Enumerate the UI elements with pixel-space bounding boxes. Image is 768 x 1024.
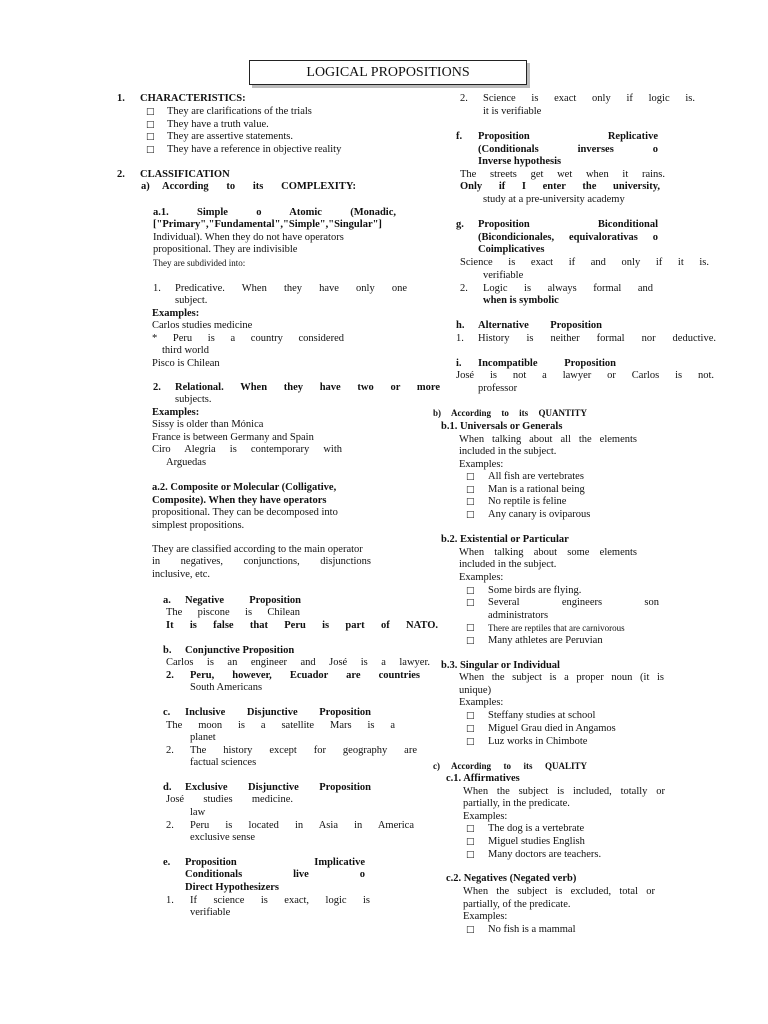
- list-number: 2.: [166, 745, 174, 756]
- implicative-heading: Conditionals live o: [185, 869, 365, 880]
- example-line: Ciro Alegria is contemporary with: [152, 444, 342, 455]
- example-line: The history except for geography are: [190, 745, 417, 756]
- bullet-icon: □: [466, 824, 475, 834]
- paragraph-line: propositional. They are indivisible: [153, 244, 298, 255]
- paragraph-line: partially, of the predicate.: [463, 899, 571, 910]
- item-label: b.: [163, 645, 172, 656]
- replicative-heading: (Conditionals inverses o: [478, 144, 658, 155]
- item-label: g.: [456, 219, 464, 230]
- bullet-icon: □: [146, 145, 155, 155]
- subsection-label: b): [433, 408, 442, 418]
- paragraph-line: When talking about some elements: [459, 547, 637, 558]
- bullet-icon: □: [466, 711, 475, 721]
- example-line: it is verifiable: [483, 106, 542, 117]
- examples-heading: Examples:: [463, 911, 508, 922]
- list-number: 1.: [456, 333, 464, 344]
- page-title: LOGICAL PROPOSITIONS: [249, 60, 527, 85]
- quantity-heading: According to its QUANTITY: [451, 408, 587, 418]
- inclusive-heading: Inclusive Disjunctive Proposition: [185, 707, 371, 718]
- list-number: 1.: [153, 283, 161, 294]
- section-number: 1.: [117, 93, 125, 104]
- paragraph-line: inclusive, etc.: [152, 569, 211, 580]
- example-line: Arguedas: [166, 457, 207, 468]
- example-line: Sissy is older than Mónica: [152, 419, 264, 430]
- example-line: when is symbolic: [483, 295, 559, 306]
- bullet-icon: □: [466, 586, 475, 596]
- paragraph-line: included in the subject.: [459, 446, 557, 457]
- complexity-heading: According to its COMPLEXITY:: [162, 181, 356, 192]
- list-item: Several engineers son: [488, 597, 659, 608]
- paragraph-line: partially, in the predicate.: [463, 798, 570, 809]
- example-line: Science is exact only if logic is.: [483, 93, 695, 104]
- example-line: France is between Germany and Spain: [152, 432, 314, 443]
- list-item: No reptile is feline: [488, 496, 567, 507]
- biconditional-heading: Coimplicatives: [478, 244, 545, 255]
- examples-heading: Examples:: [459, 697, 504, 708]
- item-label: c.: [163, 707, 171, 718]
- example-line: Peru is located in Asia in America: [190, 820, 414, 831]
- item-label: i.: [456, 358, 462, 369]
- existential-heading: b.2. Existential or Particular: [441, 534, 569, 545]
- paragraph-line: included in the subject.: [459, 559, 557, 570]
- bullet-icon: □: [466, 598, 475, 608]
- list-number: 2.: [460, 93, 468, 104]
- bullet-icon: □: [146, 132, 155, 142]
- item-label: h.: [456, 320, 465, 331]
- atomic-heading: a.1. Simple o Atomic (Monadic,: [153, 207, 396, 218]
- example-line: verifiable: [483, 270, 524, 281]
- list-item: They have a reference in objective reality: [167, 144, 342, 155]
- example-line: law: [190, 807, 206, 818]
- paragraph-line: simplest propositions.: [152, 520, 245, 531]
- example-line: study at a pre-university academy: [483, 194, 625, 205]
- example-line: History is neither formal nor deductive.: [478, 333, 716, 344]
- example-line: The piscone is Chilean: [166, 607, 300, 618]
- negatives-heading: c.2. Negatives (Negated verb): [446, 873, 577, 884]
- list-item: All fish are vertebrates: [488, 471, 584, 482]
- example-line: It is false that Peru is part of NATO.: [166, 620, 438, 631]
- example-line: Pisco is Chilean: [152, 358, 220, 369]
- example-line: third world: [162, 345, 209, 356]
- list-item: administrators: [488, 610, 549, 621]
- biconditional-heading: (Bicondicionales, equivalorativas o: [478, 232, 658, 243]
- incompatible-heading: Incompatible Proposition: [478, 358, 616, 369]
- list-item: Many athletes are Peruvian: [488, 635, 603, 646]
- affirmatives-heading: c.1. Affirmatives: [446, 773, 520, 784]
- implicative-heading: Direct Hypothesizers: [185, 882, 279, 893]
- bullet-icon: □: [146, 120, 155, 130]
- bullet-icon: □: [466, 837, 475, 847]
- bullet-icon: □: [466, 623, 475, 633]
- bullet-icon: □: [466, 510, 475, 520]
- replicative-heading: Inverse hypothesis: [478, 156, 562, 167]
- paragraph-line: subjects.: [175, 394, 212, 405]
- example-line: factual sciences: [190, 757, 257, 768]
- example-line: José is not a lawyer or Carlos is not.: [456, 370, 714, 381]
- list-item: Man is a rational being: [488, 484, 585, 495]
- biconditional-heading: Proposition Biconditional: [478, 219, 658, 230]
- list-item: Miguel studies English: [488, 836, 585, 847]
- item-label: e.: [163, 857, 171, 868]
- item-label: d.: [163, 782, 172, 793]
- classification-heading: CLASSIFICATION: [140, 169, 230, 180]
- composite-heading: Composite). When they have operators: [152, 495, 327, 506]
- bullet-icon: □: [466, 497, 475, 507]
- list-item: Miguel Grau died in Angamos: [488, 723, 616, 734]
- example-line: If science is exact, logic is: [190, 895, 370, 906]
- list-item: The dog is a vertebrate: [488, 823, 585, 834]
- replicative-heading: Proposition Replicative: [478, 131, 658, 142]
- characteristics-heading: CHARACTERISTICS:: [140, 93, 246, 104]
- paragraph-line: They are classified according to the main operator: [152, 544, 363, 555]
- paragraph-line: When the subject is excluded, total or: [463, 886, 655, 897]
- example-line: professor: [478, 383, 518, 394]
- examples-heading: Examples:: [463, 811, 508, 822]
- item-label: a.: [163, 595, 171, 606]
- quality-heading: According to its QUALITY: [451, 761, 587, 771]
- example-line: José studies medicine.: [166, 794, 293, 805]
- paragraph-line: propositional. They can be decomposed into: [152, 507, 338, 518]
- example-line: Carlos studies medicine: [152, 320, 253, 331]
- paragraph-line: Predicative. When they have only one: [175, 283, 407, 294]
- alternative-heading: Alternative Proposition: [478, 320, 602, 331]
- list-item: They have a truth value.: [167, 119, 269, 130]
- bullet-icon: □: [466, 485, 475, 495]
- bullet-icon: □: [466, 737, 475, 747]
- bullet-icon: □: [466, 636, 475, 646]
- bullet-icon: □: [466, 472, 475, 482]
- paragraph-line: When talking about all the elements: [459, 434, 637, 445]
- example-line: verifiable: [190, 907, 231, 918]
- bullet-icon: □: [466, 724, 475, 734]
- paragraph-line: in negatives, conjunctions, disjunctions: [152, 556, 371, 567]
- section-number: 2.: [117, 169, 125, 180]
- list-item: No fish is a mammal: [488, 924, 576, 935]
- examples-heading: Examples:: [459, 459, 504, 470]
- example-line: The moon is a satellite Mars is a: [166, 720, 395, 731]
- implicative-heading: Proposition Implicative: [185, 857, 365, 868]
- item-label: f.: [456, 131, 463, 142]
- list-item: They are assertive statements.: [167, 131, 293, 142]
- list-number: 1.: [166, 895, 174, 906]
- list-item: Steffany studies at school: [488, 710, 596, 721]
- paragraph-line: They are subdivided into:: [153, 258, 246, 268]
- paragraph-line: Relational. When they have two or more: [175, 382, 440, 393]
- universals-heading: b.1. Universals or Generals: [441, 421, 563, 432]
- example-line: South Americans: [190, 682, 263, 693]
- bullet-icon: □: [466, 850, 475, 860]
- singular-heading: b.3. Singular or Individual: [441, 660, 560, 671]
- list-item: Some birds are flying.: [488, 585, 582, 596]
- example-line: Only if I enter the university,: [460, 181, 660, 192]
- example-line: Peru, however, Ecuador are countries: [190, 670, 420, 681]
- paragraph-line: unique): [459, 685, 492, 696]
- subsection-label: a): [141, 181, 150, 192]
- exclusive-heading: Exclusive Disjunctive Proposition: [185, 782, 371, 793]
- paragraph-line: subject.: [175, 295, 208, 306]
- bullet-icon: □: [466, 925, 475, 935]
- list-number: 2.: [166, 820, 174, 831]
- conjunctive-heading: Conjunctive Proposition: [185, 645, 295, 656]
- atomic-heading: ["Primary","Fundamental","Simple","Singular"]: [153, 219, 382, 230]
- example-line: Carlos is an engineer and José is a lawyer.: [166, 657, 430, 668]
- list-item: Luz works in Chimbote: [488, 736, 588, 747]
- list-item: They are clarifications of the trials: [167, 106, 312, 117]
- list-number: 2.: [153, 382, 161, 393]
- example-line: Science is exact if and only if it is.: [460, 257, 709, 268]
- bullet-icon: □: [146, 107, 155, 117]
- example-line: planet: [190, 732, 216, 743]
- paragraph-line: When the subject is a proper noun (it is: [459, 672, 664, 683]
- list-number: 2.: [166, 670, 174, 681]
- paragraph-line: When the subject is included, totally or: [463, 786, 665, 797]
- examples-heading: Examples:: [152, 407, 200, 418]
- composite-heading: a.2. Composite or Molecular (Colligative,: [152, 482, 337, 493]
- list-item: There are reptiles that are carnivorous: [488, 623, 625, 633]
- negative-heading: Negative Proposition: [185, 595, 301, 606]
- example-line: Logic is always formal and: [483, 283, 653, 294]
- examples-heading: Examples:: [152, 308, 200, 319]
- list-item: Many doctors are teachers.: [488, 849, 602, 860]
- list-item: Any canary is oviparous: [488, 509, 591, 520]
- list-number: 2.: [460, 283, 468, 294]
- example-line: exclusive sense: [190, 832, 256, 843]
- paragraph-line: Individual). When they do not have operators: [153, 232, 344, 243]
- example-line: * Peru is a country considered: [152, 333, 344, 344]
- examples-heading: Examples:: [459, 572, 504, 583]
- example-line: The streets get wet when it rains.: [460, 169, 665, 180]
- subsection-label: c): [433, 761, 440, 771]
